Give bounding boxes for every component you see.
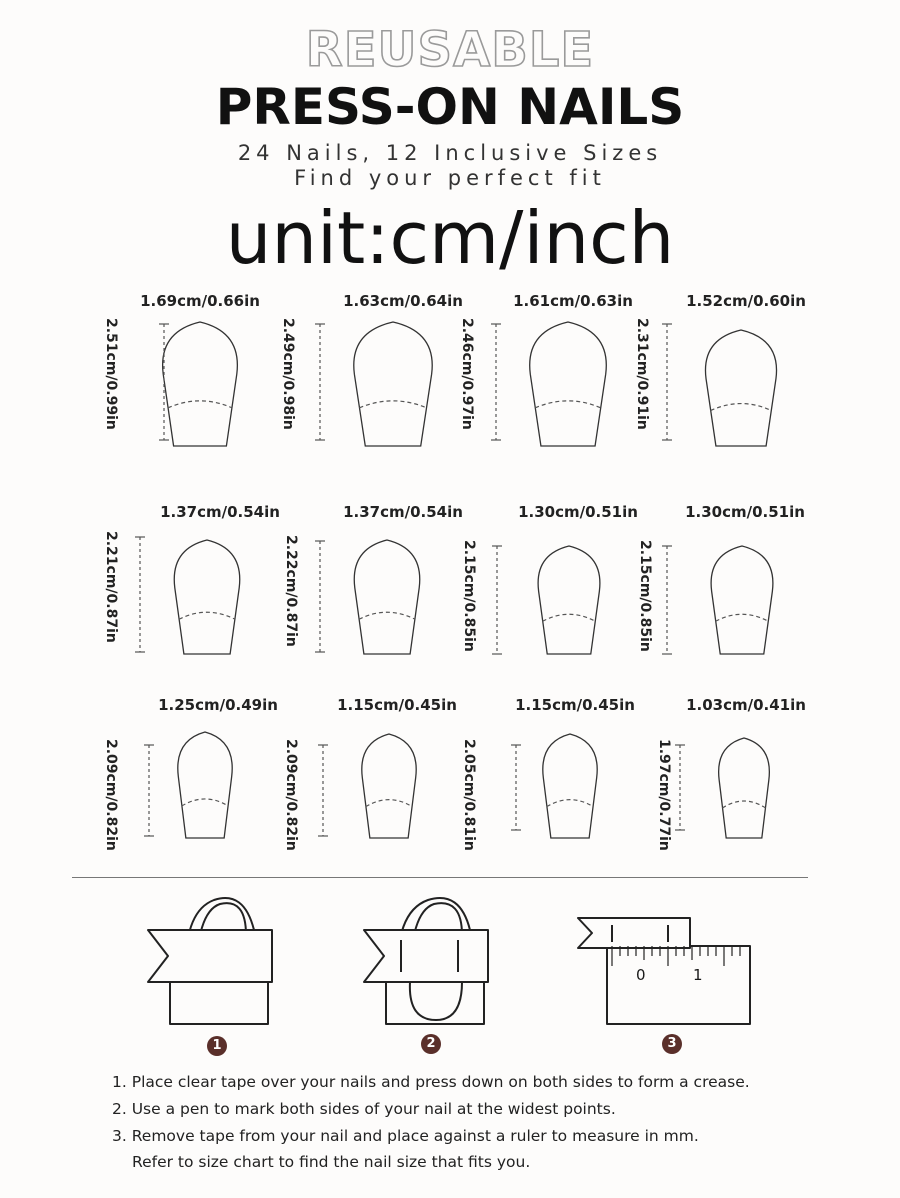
nail-5-height-label: 2.21cm/0.87in [103, 531, 119, 643]
nail-3 [491, 322, 606, 446]
nail-2 [315, 322, 432, 446]
nail-8 [662, 546, 773, 654]
nail-outline [543, 734, 597, 838]
nail-outline [705, 330, 776, 446]
nail-5-width-label: 1.37cm/0.54in [160, 503, 280, 521]
nail-outline [538, 546, 600, 654]
nail-outline [362, 734, 416, 838]
nail-3-width-label: 1.61cm/0.63in [513, 292, 633, 310]
unit-label: unit:cm/inch [225, 196, 675, 280]
subtitle-fit: Find your perfect fit [294, 166, 606, 190]
nail-2-width-label: 1.63cm/0.64in [343, 292, 463, 310]
nail-7-width-label: 1.30cm/0.51in [518, 503, 638, 521]
nail-cuticle-line [535, 401, 601, 408]
nail-cuticle-line [716, 614, 769, 621]
nail-cuticle-line [543, 614, 596, 621]
nail-cuticle-line [547, 800, 593, 807]
step-2-illustration [364, 898, 488, 1024]
ruler-label-0: 0 [636, 966, 646, 984]
nail-cuticle-line [366, 800, 412, 807]
nail-12 [675, 738, 769, 838]
nail-3-height-label: 2.46cm/0.97in [459, 318, 475, 430]
nail-2-height-label: 2.49cm/0.98in [280, 318, 296, 430]
nail-cuticle-line [182, 799, 228, 806]
nail-8-height-label: 2.15cm/0.85in [637, 540, 653, 652]
nail-outline [174, 540, 240, 654]
nail-6-height-label: 2.22cm/0.87in [283, 535, 299, 647]
page-title: PRESS-ON NAILS [215, 78, 685, 136]
nail-cuticle-line [179, 612, 235, 619]
nail-cuticle-line [722, 801, 765, 808]
nail-1-width-label: 1.69cm/0.66in [140, 292, 260, 310]
step-3-badge: 3 [662, 1034, 682, 1054]
nail-cuticle-line [359, 401, 426, 408]
nail-1 [159, 322, 237, 446]
step-3-illustration [578, 918, 750, 1024]
nail-12-height-label: 1.97cm/0.77in [656, 739, 672, 851]
nail-outline [354, 540, 420, 654]
instruction-1: 1. Place clear tape over your nails and press down on both sides to form a crease. [112, 1073, 750, 1091]
step-1-illustration [148, 898, 272, 1024]
nail-9 [144, 732, 232, 838]
nail-cuticle-line [168, 401, 232, 408]
nail-outline [178, 732, 232, 838]
nail-5 [135, 537, 240, 654]
nail-4-width-label: 1.52cm/0.60in [686, 292, 806, 310]
nail-outline [530, 322, 607, 446]
nail-10 [318, 734, 416, 838]
nail-9-height-label: 2.09cm/0.82in [103, 739, 119, 851]
ruler-ticks [612, 946, 740, 966]
nail-7 [492, 546, 600, 654]
nail-1-height-label: 2.51cm/0.99in [103, 318, 119, 430]
nail-11-height-label: 2.05cm/0.81in [461, 739, 477, 851]
nail-11 [511, 734, 597, 838]
divider [72, 877, 808, 878]
nail-outline [163, 322, 238, 446]
nail-outline [354, 322, 432, 446]
nail-cuticle-line [359, 612, 415, 619]
nail-4-height-label: 2.31cm/0.91in [634, 318, 650, 430]
nail-outline [711, 546, 773, 654]
step-1-badge: 1 [207, 1036, 227, 1056]
nail-6-width-label: 1.37cm/0.54in [343, 503, 463, 521]
nail-4 [662, 324, 777, 446]
nail-11-width-label: 1.15cm/0.45in [515, 696, 635, 714]
instruction-4: Refer to size chart to find the nail size that fits you. [132, 1153, 531, 1171]
subtitle-sizes: 24 Nails, 12 Inclusive Sizes [237, 141, 663, 165]
reusable-heading: REUSABLE [305, 22, 595, 78]
ruler-label-1: 1 [693, 966, 703, 984]
nail-outline [719, 738, 770, 838]
nail-9-width-label: 1.25cm/0.49in [158, 696, 278, 714]
instruction-2: 2. Use a pen to mark both sides of your nail at the widest points. [112, 1100, 616, 1118]
nail-10-height-label: 2.09cm/0.82in [283, 739, 299, 851]
nail-12-width-label: 1.03cm/0.41in [686, 696, 806, 714]
nail-10-width-label: 1.15cm/0.45in [337, 696, 457, 714]
nail-8-width-label: 1.30cm/0.51in [685, 503, 805, 521]
step-2-badge: 2 [421, 1034, 441, 1054]
instruction-3: 3. Remove tape from your nail and place against a ruler to measure in mm. [112, 1127, 699, 1145]
nail-cuticle-line [711, 404, 772, 411]
nail-7-height-label: 2.15cm/0.85in [461, 540, 477, 652]
nail-6 [315, 540, 420, 654]
